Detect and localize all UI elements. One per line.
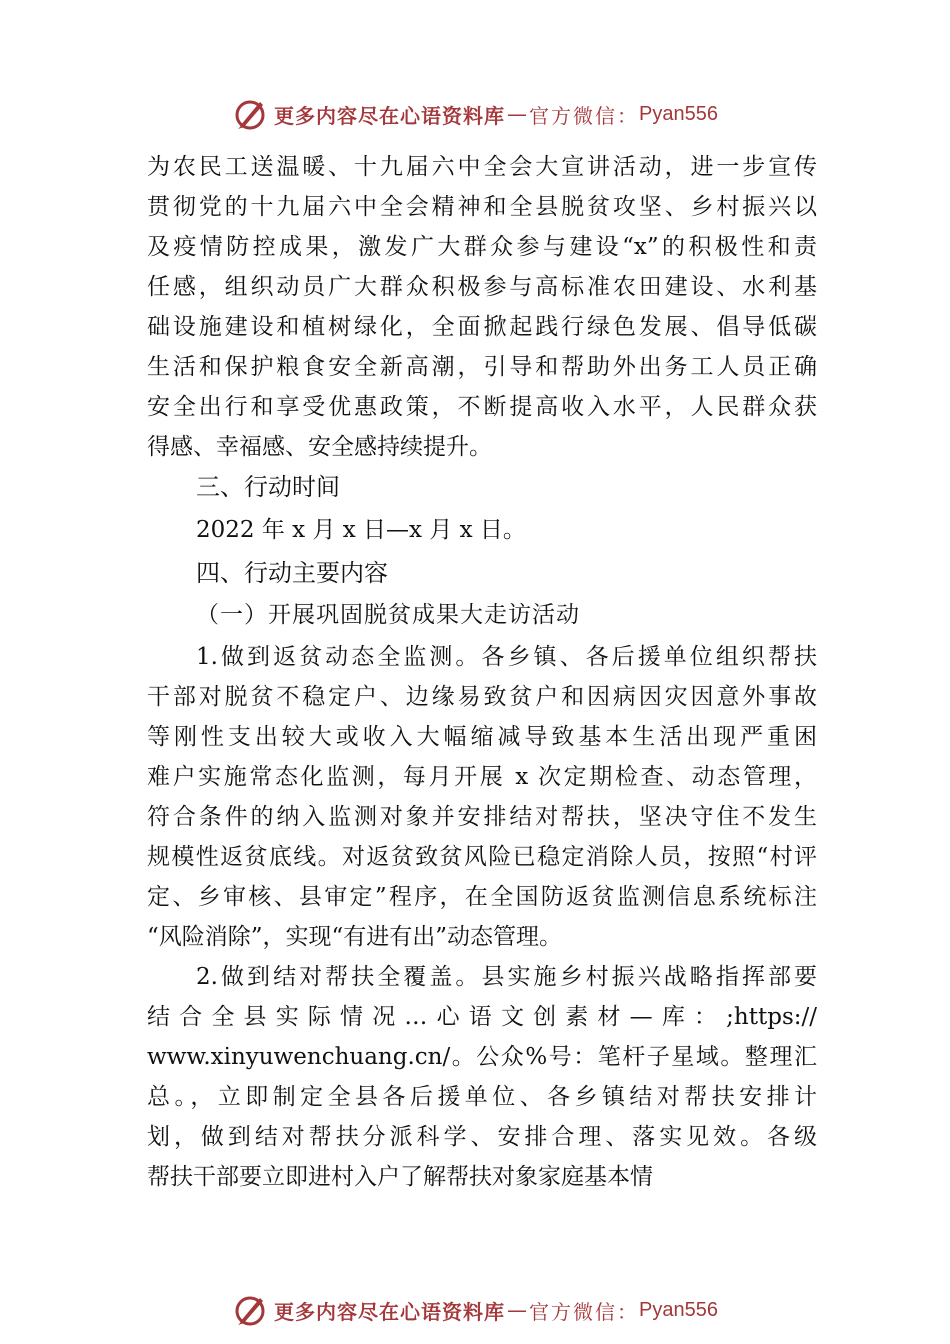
body-line: 定、乡审核、县审定”程序，在全国防返贫监测信息系统标注 <box>147 884 817 910</box>
body-line: 1.做到返贫动态全监测。各乡镇、各后援单位组织帮扶 <box>196 644 817 670</box>
body-line: 任感，组织动员广大群众积极参与高标准农田建设、水利基 <box>147 274 817 300</box>
brush-logo-icon <box>232 1292 268 1328</box>
body-line: 规模性返贫底线。对返贫致贫风险已稳定消除人员，按照“村评 <box>147 844 817 870</box>
body-line: 划，做到结对帮扶分派科学、安排合理、落实见效。各级 <box>147 1124 817 1150</box>
body-line: 帮扶干部要立即进村入户了解帮扶对象家庭基本情 <box>147 1164 653 1190</box>
header-banner-separator: — <box>507 102 528 126</box>
body-line: 2.做到结对帮扶全覆盖。县实施乡村振兴战略指挥部要 <box>196 964 817 990</box>
body-line: “风险消除”，实现“有进有出”动态管理。 <box>147 924 563 950</box>
header-watermark-banner <box>0 94 950 134</box>
footer-watermark-banner <box>0 1290 950 1330</box>
body-line: 及疫情防控成果，激发广大群众参与建设“x”的积极性和责 <box>147 234 817 260</box>
body-line: 得感、幸福感、安全感持续提升。 <box>147 434 492 460</box>
header-banner-subtitle: 官方微信： <box>529 103 640 128</box>
body-line: 难户实施常态化监测，每月开展 x 次定期检查、动态管理， <box>147 764 817 790</box>
body-line: 总。，立即制定全县各后援单位、各乡镇结对帮扶安排计 <box>147 1084 817 1110</box>
footer-banner-title: 更多内容尽在心语资料库 <box>274 1299 506 1324</box>
body-line: 安全出行和享受优惠政策，不断提高收入水平，人民群众获 <box>147 394 817 420</box>
subsection-heading-1: （一）开展巩固脱贫成果大走访活动 <box>196 602 580 628</box>
date-range-line: 2022 年 x 月 x 日—x 月 x 日。 <box>196 517 526 543</box>
brush-logo-icon <box>232 96 268 132</box>
header-banner-wechat-id: Pyan556 <box>639 102 718 125</box>
body-line: 础设施建设和植树绿化，全面掀起践行绿色发展、倡导低碳 <box>147 314 817 340</box>
body-line: www.xinyuwenchuang.cn/。公众%号：笔杆子星域。整理汇 <box>147 1044 817 1070</box>
body-line: 贯彻党的十九届六中全会精神和全县脱贫攻坚、乡村振兴以 <box>147 194 817 220</box>
body-line: 等刚性支出较大或收入大幅缩减导致基本生活出现严重困 <box>147 724 817 750</box>
section-heading-4: 四、行动主要内容 <box>196 559 388 587</box>
body-line: 结合全县实际情况…心语文创素材—库：;https:// <box>147 1004 817 1030</box>
body-line: 为农民工送温暖、十九届六中全会大宣讲活动，进一步宣传 <box>147 154 817 180</box>
body-line: 生活和保护粮食安全新高潮，引导和帮助外出务工人员正确 <box>147 354 817 380</box>
footer-banner-wechat-id: Pyan556 <box>639 1298 718 1321</box>
body-line: 干部对脱贫不稳定户、边缘易致贫户和因病因灾因意外事故 <box>147 684 817 710</box>
body-line: 符合条件的纳入监测对象并安排结对帮扶，坚决守住不发生 <box>147 804 817 830</box>
section-heading-3: 三、行动时间 <box>196 473 340 501</box>
footer-banner-separator: — <box>507 1298 528 1322</box>
header-banner-title: 更多内容尽在心语资料库 <box>274 103 506 128</box>
footer-banner-subtitle: 官方微信： <box>529 1299 640 1324</box>
